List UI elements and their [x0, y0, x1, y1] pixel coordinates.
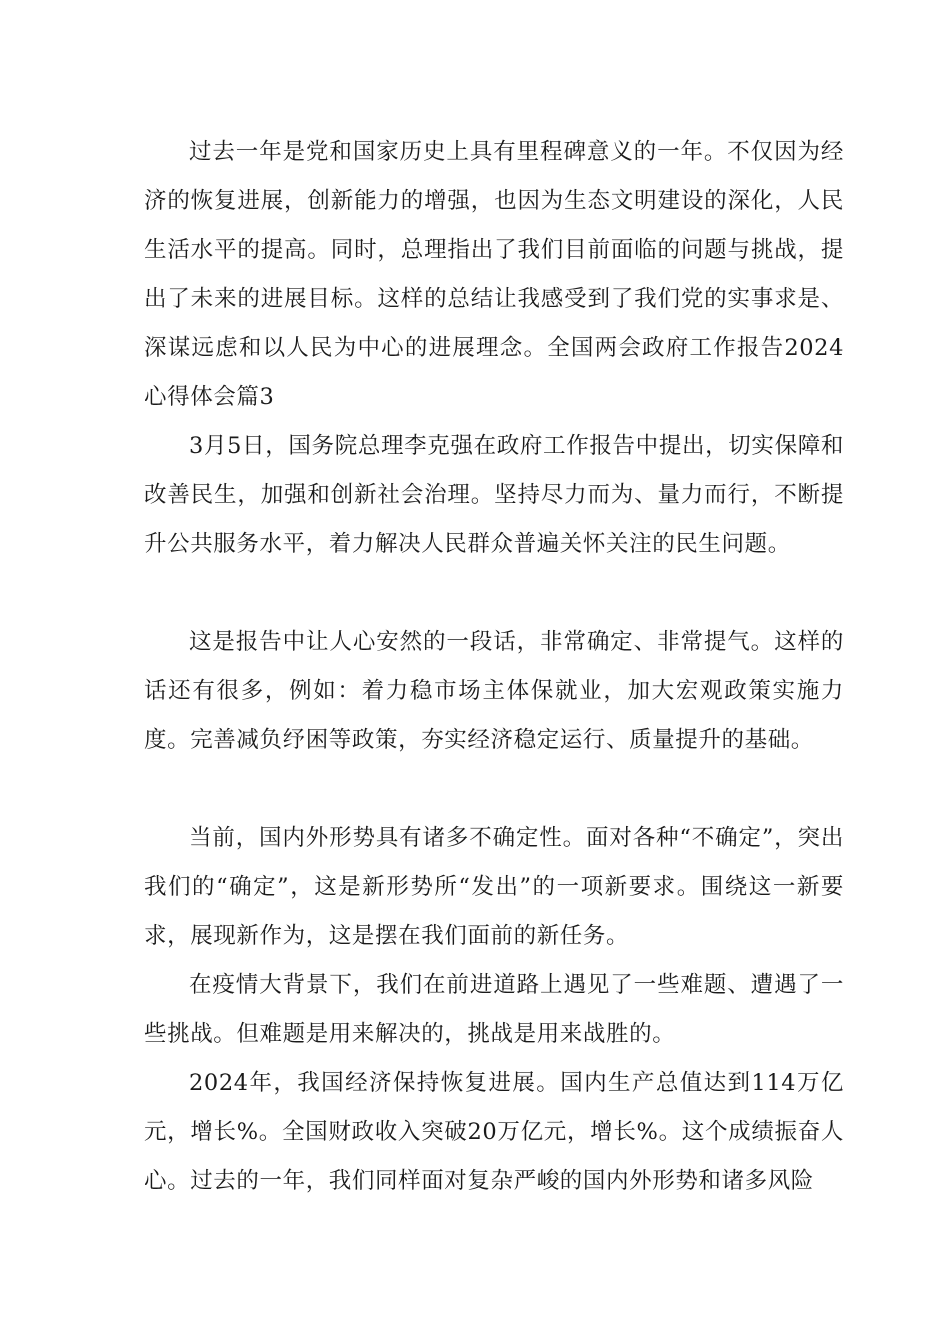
paragraph-1: 过去一年是党和国家历史上具有里程碑意义的一年。不仅因为经济的恢复进展，创新能力的增强，也因为生态文明建设的深化，人民生活水平的提高。同时，总理指出了我们目前面临的问题与挑战，提出了未来的进展目标。这样的总结让我感受到了我们党的实事求是、深谋远虑和以人民为中心的进展理念。全国两会政府工作报告2024心得体会篇3 — [144, 139, 844, 410]
paragraph-4: 当前，国内外形势具有诸多不确定性。面对各种“不确定”，突出我们的“确定”，这是新形势所“发出”的一项新要求。围绕这一新要求，展现新作为，这是摆在我们面前的新任务。 — [144, 825, 844, 949]
paragraph-2: 3月5日，国务院总理李克强在政府工作报告中提出，切实保障和改善民生，加强和创新社会治理。坚持尽力而为、量力而行，不断提升公共服务水平，着力解决人民群众普遍关怀关注的民生问题。 — [144, 433, 844, 557]
paragraph-6: 2024年，我国经济保持恢复进展。国内生产总值达到114万亿元，增长%。全国财政收入突破20万亿元，增长%。这个成绩振奋人心。过去的一年，我们同样面对复杂严峻的国内外形势和诸多风险 — [144, 1070, 844, 1194]
paragraph-3: 这是报告中让人心安然的一段话，非常确定、非常提气。这样的话还有很多，例如：着力稳市场主体保就业，加大宏观政策实施力度。完善减负纾困等政策，夯实经济稳定运行、质量提升的基础。 — [144, 629, 844, 753]
document-body — [144, 128, 844, 1206]
paragraph-5: 在疫情大背景下，我们在前进道路上遇见了一些难题、遭遇了一些挑战。但难题是用来解决的，挑战是用来战胜的。 — [144, 972, 844, 1047]
paragraph-spacer — [144, 569, 844, 618]
paragraph-spacer — [144, 765, 844, 814]
